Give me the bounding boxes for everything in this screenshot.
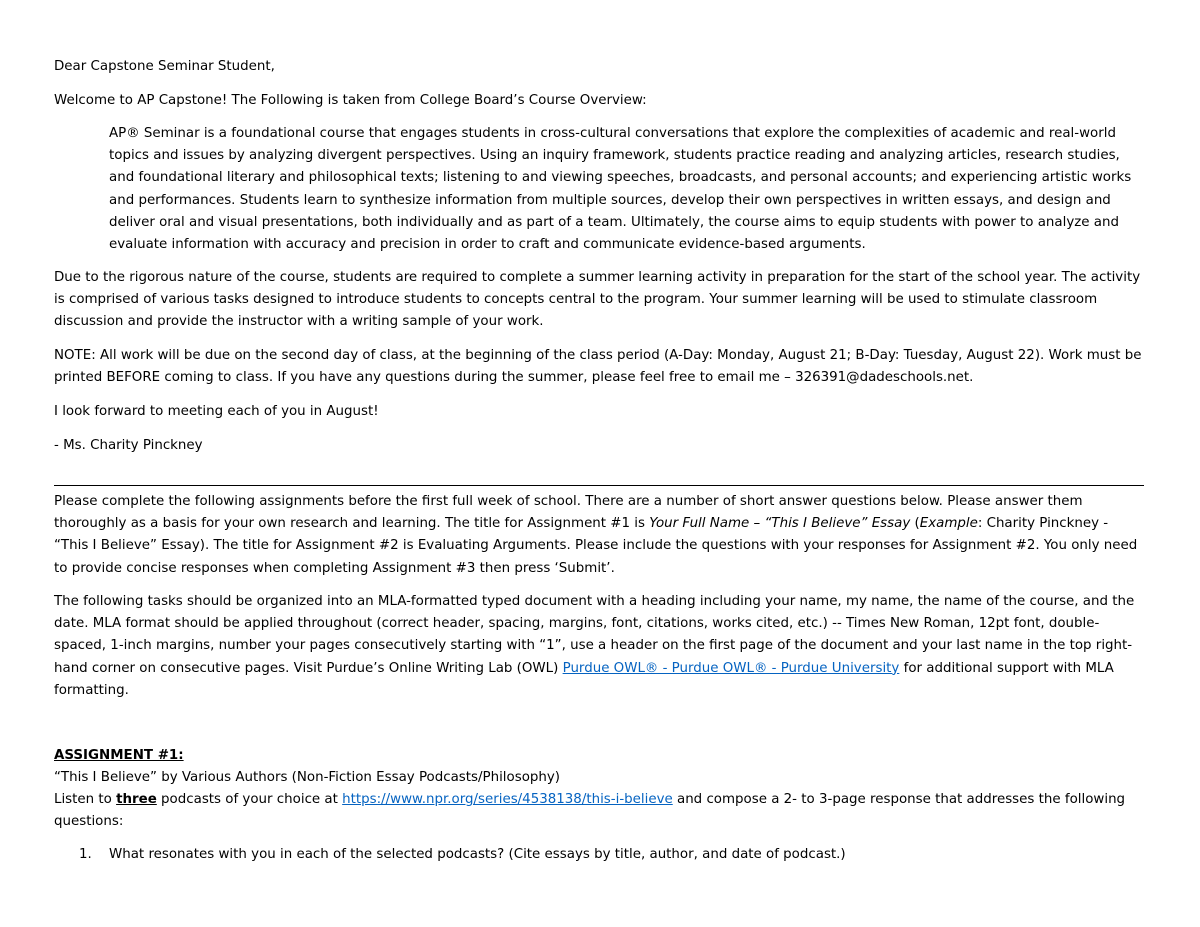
horizontal-divider	[54, 485, 1144, 486]
mla-paragraph	[54, 591, 1146, 702]
three-emphasis: three	[116, 792, 157, 807]
note-paragraph: NOTE: All work will be due on the second day of class, at the beginning of the class period (A-Day: Monday, August 21; B-Day: Tuesday, August 22). Work must be printed BEFORE coming to class. If you have any questions during the summer, please feel free to email me – 326391@dadeschools.net.	[54, 348, 1142, 386]
mla-text: The following tasks should be organized into an MLA-formatted typed document with a heading including your name, my name, the name of the course, and the date. MLA format should be applied throughout (correct header, spacing, margins, font, citations, works cited, etc.) -- Times New Roman, 12pt font, double-spaced, 1-inch margins, number your pages consecutively starting with “1”, use a header on the first page of the document and your last name in the top right-hand corner on consecutive pages. Visit Purdue’s Online Writing Lab (OWL)	[54, 594, 1135, 676]
assignment1-question-list	[54, 844, 1146, 866]
purdue-owl-link[interactable]: Purdue OWL® - Purdue OWL® - Purdue University	[562, 660, 900, 676]
instructions-text: : Charity Pinckney - “This I Believe” Essay). The title for Assignment #2 is Evaluating Arguments. Please include the questions with your responses for Assignment #2. You only need to provide concise responses when completing Assignment #3 then press ‘Submit’.	[54, 516, 1138, 576]
mla-text: for additional support with MLA formatting.	[54, 660, 1114, 698]
assignment1-heading-text: ASSIGNMENT #1:	[54, 748, 184, 763]
assignment1-subtitle: “This I Believe” by Various Authors (Non-Fiction Essay Podcasts/Philosophy)	[54, 770, 561, 785]
listen-text: and compose a 2- to 3-page response that addresses the following questions:	[54, 792, 1126, 830]
assignment1-heading	[54, 745, 1146, 767]
welcome-line: Welcome to AP Capstone! The Following is taken from College Board’s Course Overview:	[54, 93, 647, 108]
list-item	[54, 844, 1146, 866]
assignment1-instructions	[54, 789, 1146, 833]
instructions-text: Please complete the following assignments before the first full week of school. There are a number of short answer questions below. Please answer them thoroughly as a basis for your own research and learning. The title for Assignment #1 is	[54, 494, 1083, 532]
rigor-paragraph: Due to the rigorous nature of the course, students are required to complete a summer learning activity in preparation for the start of the school year. The activity is comprised of various tasks designed to introduce students to concepts central to the program. Your summer learning will be used to stimulate classroom discussion and provide the instructor with a writing sample of your work.	[54, 270, 1141, 330]
npr-this-i-believe-link[interactable]: https://www.npr.org/series/4538138/this-i-believe	[342, 792, 673, 807]
instructions-text: (	[910, 516, 920, 532]
listen-text: Listen to	[54, 792, 117, 807]
signature: - Ms. Charity Pinckney	[54, 438, 203, 453]
list-item-text: What resonates with you in each of the selected podcasts? (Cite essays by title, author, and date of podcast.)	[109, 847, 846, 862]
assignment1-title-format: Your Full Name – “This I Believe” Essay	[649, 516, 911, 532]
closing-line: I look forward to meeting each of you in August!	[54, 404, 379, 419]
course-overview-quote: AP® Seminar is a foundational course that engages students in cross-cultural conversations that explore the complexities of academic and real-world topics and issues by analyzing divergent perspectives. Using an inquiry framework, students practice reading and analyzing articles, research studies, and foundational literary and philosophical texts; listening to and viewing speeches, broadcasts, and personal accounts; and experiencing artistic works and performances. Students learn to synthesize information from multiple sources, develop their own perspectives in written essays, and design and deliver oral and visual presentations, both individually and as part of a team. Ultimately, the course aims to equip students with power to analyze and evaluate information with accuracy and precision in order to craft and communicate evidence-based arguments.	[109, 126, 1132, 253]
listen-text: podcasts of your choice at	[156, 792, 343, 807]
example-label: Example	[919, 516, 978, 532]
greeting: Dear Capstone Seminar Student,	[54, 59, 275, 74]
list-item-number: 1.	[79, 847, 92, 862]
instructions-paragraph	[54, 491, 1146, 580]
